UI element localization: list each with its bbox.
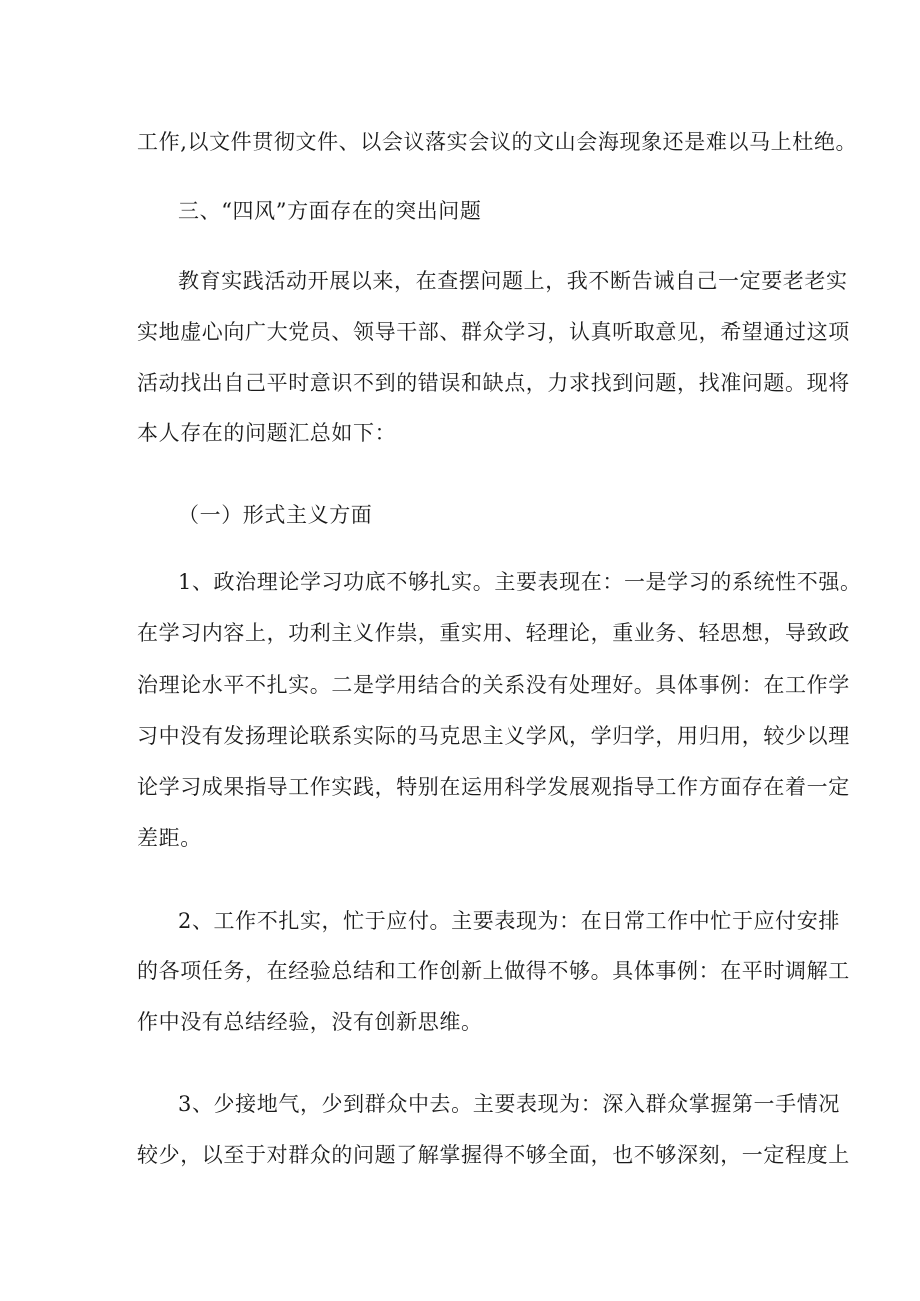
paragraph-line: 本人存在的问题汇总如下： bbox=[137, 421, 397, 445]
paragraph-line: 在学习内容上，功利主义作祟，重实用、轻理论，重业务、轻思想，导致政 bbox=[137, 621, 850, 645]
paragraph-line: 较少，以至于对群众的问题了解掌握得不够全面，也不够深刻，一定程度上 bbox=[137, 1143, 850, 1167]
paragraph-line: 3、少接地气，少到群众中去。主要表现为：深入群众掌握第一手情况 bbox=[178, 1092, 840, 1116]
paragraph-line: 1、政治理论学习功底不够扎实。主要表现在：一是学习的系统性不强。 bbox=[178, 570, 862, 594]
paragraph-line: 论学习成果指导工作实践，特别在运用科学发展观指导工作方面存在着一定 bbox=[137, 775, 850, 799]
paragraph-line: 差距。 bbox=[137, 826, 202, 850]
subsection-heading: （一）形式主义方面 bbox=[178, 503, 373, 527]
section-heading: 三、“四风”方面存在的突出问题 bbox=[178, 199, 482, 223]
paragraph-line: 活动找出自己平时意识不到的错误和缺点，力求找到问题，找准问题。现将 bbox=[137, 371, 850, 395]
paragraph-line: 的各项任务，在经验总结和工作创新上做得不够。具体事例：在平时调解工 bbox=[137, 959, 850, 983]
paragraph-line: 治理论水平不扎实。二是学用结合的关系没有处理好。具体事例：在工作学 bbox=[137, 673, 850, 697]
paragraph-line: 习中没有发扬理论联系实际的马克思主义学风，学归学，用归用，较少以理 bbox=[137, 724, 850, 748]
paragraph-line: 工作,以文件贯彻文件、以会议落实会议的文山会海现象还是难以马上杜绝。 bbox=[137, 130, 858, 154]
paragraph-line: 教育实践活动开展以来，在查摆问题上，我不断告诫自己一定要老老实 bbox=[178, 269, 848, 293]
paragraph-line: 作中没有总结经验，没有创新思维。 bbox=[137, 1010, 483, 1034]
paragraph-line: 2、工作不扎实，忙于应付。主要表现为：在日常工作中忙于应付安排 bbox=[178, 909, 840, 933]
paragraph-line: 实地虚心向广大党员、领导干部、群众学习，认真听取意见，希望通过这项 bbox=[137, 320, 850, 344]
